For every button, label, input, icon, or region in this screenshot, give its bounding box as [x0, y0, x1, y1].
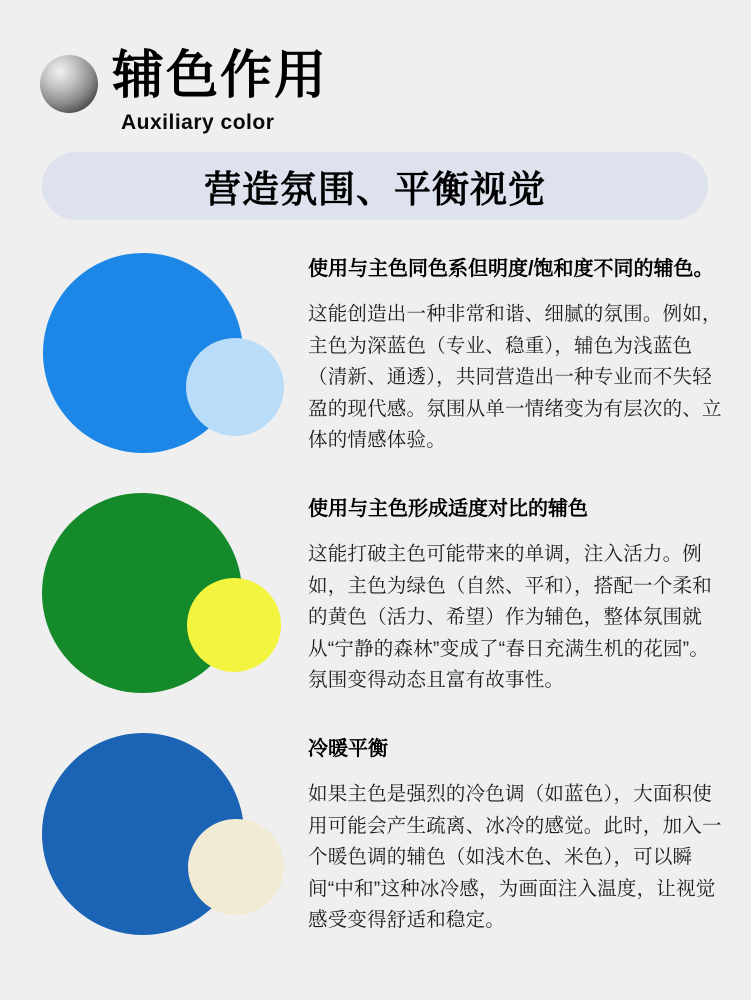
section-body: 这能打破主色可能带来的单调，注入活力。例如，主色为绿色（自然、平和），搭配一个柔和的黄色（活力、希望）作为辅色，整体氛围就从“宁静的森林”变成了“春日充满生机的花园”。氛围变得动态且富有故事性。 [308, 543, 712, 691]
accent-color-circle-lightblue [186, 338, 284, 436]
section-heading: 使用与主色形成适度对比的辅色 [308, 498, 588, 520]
page-title: 辅色作用 [112, 47, 329, 105]
sphere-icon [40, 55, 98, 113]
accent-color-circle-yellow [187, 578, 281, 672]
section-body: 这能创造出一种非常和谐、细腻的氛围。例如，主色为深蓝色（专业、稳重），辅色为浅蓝色（清新、通透），共同营造出一种专业而不失轻盈的现代感。氛围从单一情绪变为有层次的、立体的情感体验。 [308, 303, 722, 451]
section-contrast [308, 495, 722, 697]
section-analogous [308, 255, 722, 457]
banner-text: 营造氛围、平衡视觉 [204, 169, 546, 210]
section-heading: 使用与主色同色系但明度/饱和度不同的辅色。 [308, 258, 714, 280]
banner [42, 152, 708, 220]
section-body: 如果主色是强烈的冷色调（如蓝色），大面积使用可能会产生疏离、冰冷的感觉。此时，加入一个暖色调的辅色（如浅木色、米色），可以瞬间“中和”这种冰冷感，为画面注入温度，让视觉感受变得舒适和稳定。 [308, 783, 722, 931]
accent-color-circle-cream [188, 819, 284, 915]
page-subtitle: Auxiliary color [121, 111, 275, 134]
section-warm-cool-balance [308, 735, 722, 937]
section-heading: 冷暖平衡 [308, 738, 388, 760]
